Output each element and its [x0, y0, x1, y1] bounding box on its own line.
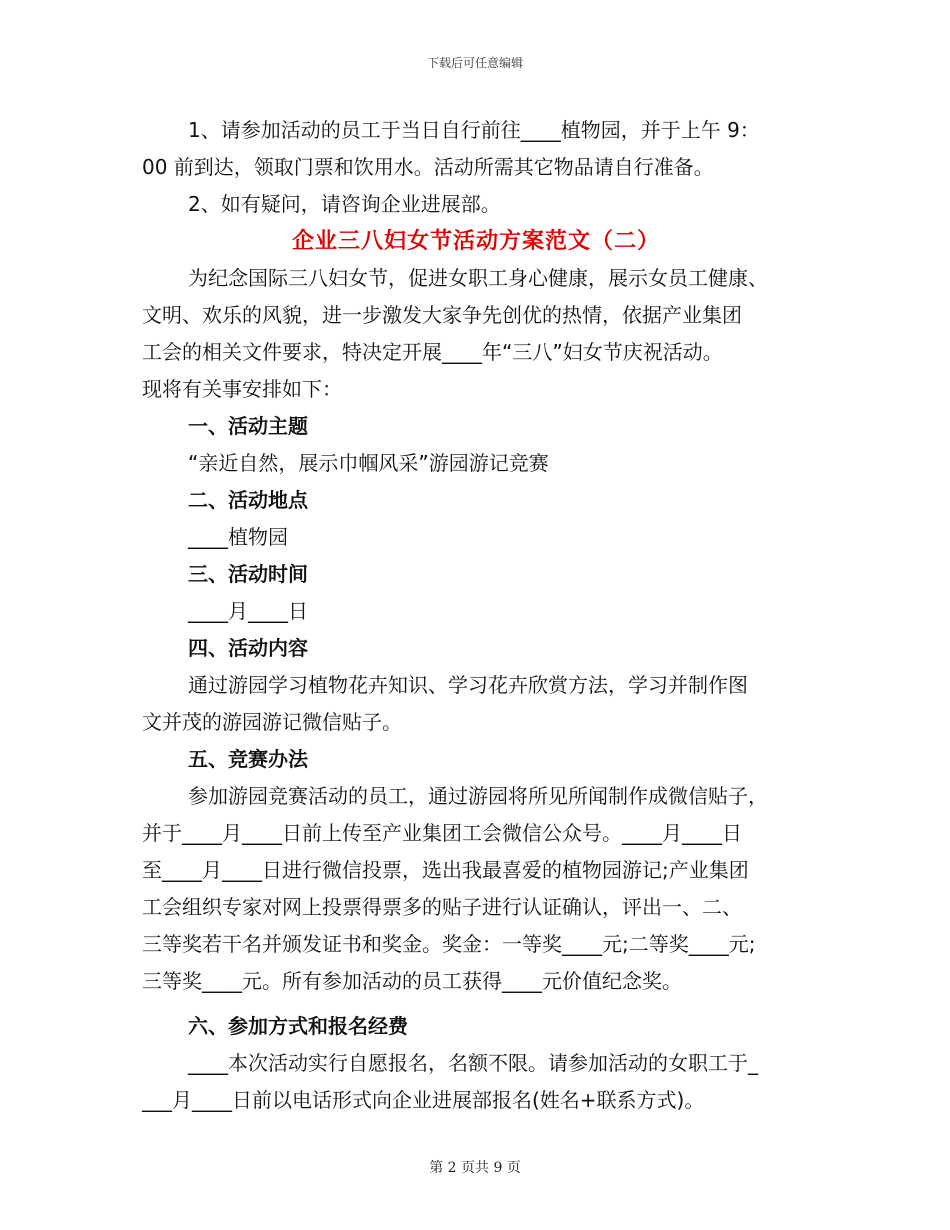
section-heading: 三、活动时间 — [188, 562, 308, 586]
body-line: 1、请参加活动的员工于当日自行前往____植物园，并于上午 9： — [188, 118, 760, 142]
body-line: ____月____日 — [188, 599, 308, 623]
body-line: ____植物园 — [188, 525, 288, 549]
body-line: 为纪念国际三八妇女节，促进女职工身心健康，展示女员工健康、 — [188, 266, 768, 290]
body-line: 至____月____日进行微信投票，选出我最喜爱的植物园游记;产业集团 — [142, 858, 749, 882]
section-heading: 六、参加方式和报名经费 — [188, 1014, 408, 1038]
section-heading: 二、活动地点 — [188, 488, 308, 512]
body-line: 现将有关事安排如下： — [142, 377, 342, 401]
body-line: 工会组织专家对网上投票得票多的贴子进行认证确认，评出一、二、 — [142, 895, 742, 919]
body-line: 参加游园竞赛活动的员工，通过游园将所见所闻制作成微信贴子， — [188, 784, 768, 808]
spacer — [142, 1000, 810, 1008]
body-line: ____本次活动实行自愿报名，名额不限。请参加活动的女职工于_ — [188, 1051, 758, 1075]
body-line: 通过游园学习植物花卉知识、学习花卉欣赏方法，学习并制作图 — [188, 673, 748, 697]
section-heading: 五、竞赛办法 — [188, 747, 308, 771]
section-heading: 一、活动主题 — [188, 414, 308, 438]
section-heading: 四、活动内容 — [188, 636, 308, 660]
page-footer: 第 2 页共 9 页 — [429, 1160, 521, 1176]
body-line: 工会的相关文件要求，特决定开展____年“三八”妇女节庆祝活动。 — [142, 340, 723, 364]
body-line: ___月____日前以电话形式向企业进展部报名(姓名+联系方式)。 — [142, 1088, 705, 1112]
body-line: 2、如有疑问，请咨询企业进展部。 — [188, 192, 501, 216]
body-line: 并于____月____日前上传至产业集团工会微信公众号。____月____日 — [142, 821, 742, 845]
body-line: “亲近自然，展示巾帼风采”游园游记竞赛 — [188, 451, 549, 475]
body-line: 文明、欢乐的风貌，进一步激发大家争先创优的热情，依据产业集团 — [142, 303, 742, 327]
body-line: 00 前到达，领取门票和饮用水。活动所需其它物品请自行准备。 — [142, 155, 714, 179]
section-title: 企业三八妇女节活动方案范文（二） — [291, 229, 660, 254]
body-line: 三等奖若干名并颁发证书和奖金。奖金：一等奖____元;二等奖____元; — [142, 932, 756, 956]
body-line: 文并茂的游园游记微信贴子。 — [142, 710, 402, 734]
page-header: 下载后可任意编辑 — [426, 56, 523, 70]
document-body — [142, 112, 810, 1119]
body-line: 三等奖____元。所有参加活动的员工获得____元价值纪念奖。 — [142, 969, 682, 993]
